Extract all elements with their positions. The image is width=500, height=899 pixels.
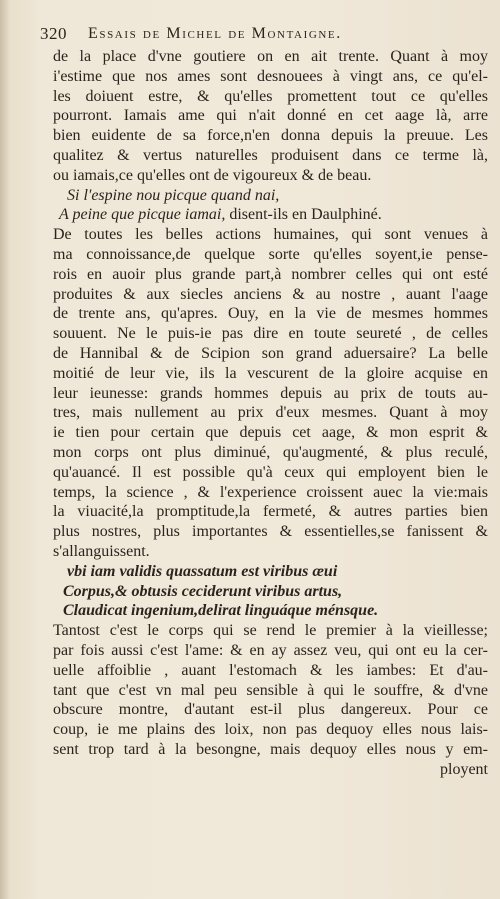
text-line: les doiuent estre, & qu'elles promettent tout ce qu'elles (53, 87, 488, 105)
text-line: de Hannibal & de Scipion son grand aduersaire? La belle (53, 344, 488, 362)
text-line: ou iamais,ce qu'elles ont de vigoureux & de beau. (53, 166, 372, 184)
text-line: leur ieunesse: grands hommes depuis au prix de touts au- (53, 384, 488, 402)
verse-line: vbi iam validis quassatum est viribus æui (67, 562, 338, 580)
verse-line: Claudicat ingenium,delirat linguáque ménsque. (63, 602, 379, 620)
text-line: bien euidente de sa force,n'en donna depuis la preuue. Les (53, 127, 488, 145)
verse-line: Corpus,& obtusis ceciderunt viribus artus, (63, 582, 343, 600)
text-line: coup, ie me plains des loix, non pas dequoy elles nous lais- (53, 721, 488, 739)
text-line: i'estime que nos ames sont desnouees à vingt ans, ce qu'el- (53, 67, 488, 85)
text-line: s'allanguissent. (53, 542, 150, 560)
text-line: souuent. Ne le puis-ie pas dire en toute seureté , de celles (53, 325, 488, 343)
text-line: ie tien pour certain que depuis cet aage, & mon esprit & (53, 424, 488, 442)
text-line: de la place d'vne goutiere on en ait trente. Quant à moy (53, 48, 488, 65)
text-line: obscure montre, d'autant est-il plus dangereux. Pour ce (53, 701, 488, 719)
text-line: rois en auoir plus grande part,à nombrer celles qui ont esté (53, 265, 488, 283)
proverb-line (53, 205, 488, 225)
gutter-shadow (0, 0, 10, 899)
page-header (40, 24, 480, 48)
running-title: Essais de Michel de Montaigne. (88, 25, 342, 42)
text-line: de trente ans, qu'apres. Ouy, en la vie de mesmes hommes (53, 305, 488, 323)
text-line: moitié de leur vie, ils la vescurent de la gloire acquise en (53, 364, 488, 382)
page-number: 320 (40, 24, 67, 43)
catchword: ployent (440, 760, 488, 778)
body-text (53, 47, 488, 779)
text-line: ma connoissance,de quelque sorte qu'elles soyent,ie pense- (53, 245, 488, 263)
text-line: De toutes les belles actions humaines, qui sont venues à (53, 226, 488, 244)
text-line: par fois aussi c'est l'ame: & en ay assez veu, qui ont eu la cer- (53, 641, 488, 659)
text-line: produites & aux siecles anciens & au nostre , auant l'aage (53, 285, 488, 303)
proverb-line: Si l'espine nou picque quand nai, (67, 186, 280, 204)
proverb-italic: A peine que picque iamai, (59, 206, 226, 224)
text-line: Tantost c'est le corps qui se rend le premier à la vieillesse; (53, 622, 488, 640)
text-line: uelle affoiblie , auant l'estomach & les iambes: Et d'au- (53, 661, 488, 679)
text-line: temps, la science , & l'experience croissent auec la vie:mais (53, 483, 488, 501)
text-line: qu'auancé. Il est possible qu'à ceux qui employent bien le (53, 463, 488, 481)
text-line: plus nostres, plus importantes & essentielles,se fanissent & (53, 523, 488, 541)
text-line: mon corps ont plus diminué, qu'augmenté, & plus reculé, (53, 443, 488, 461)
text-line: sent trop tard à la besongne, mais dequoy elles nous y em- (53, 740, 488, 758)
text-line: qualitez & vertus naturelles produisent dans ce terme là, (53, 146, 488, 164)
text-line: tant que c'est vn mal peu sensible à qui le souffre, & d'vne (53, 681, 488, 699)
text-line: tres, mais nullement au prix d'eux mesmes. Quant à moy (53, 404, 488, 422)
text-line: la viuacité,la promptitude,la fermeté, & autres parties bien (53, 503, 488, 521)
proverb-attribution: disent-ils en Daulphiné. (225, 206, 382, 224)
text-line: pourront. Iamais ame qui n'ait donné en cet aage là, arre (53, 107, 488, 125)
